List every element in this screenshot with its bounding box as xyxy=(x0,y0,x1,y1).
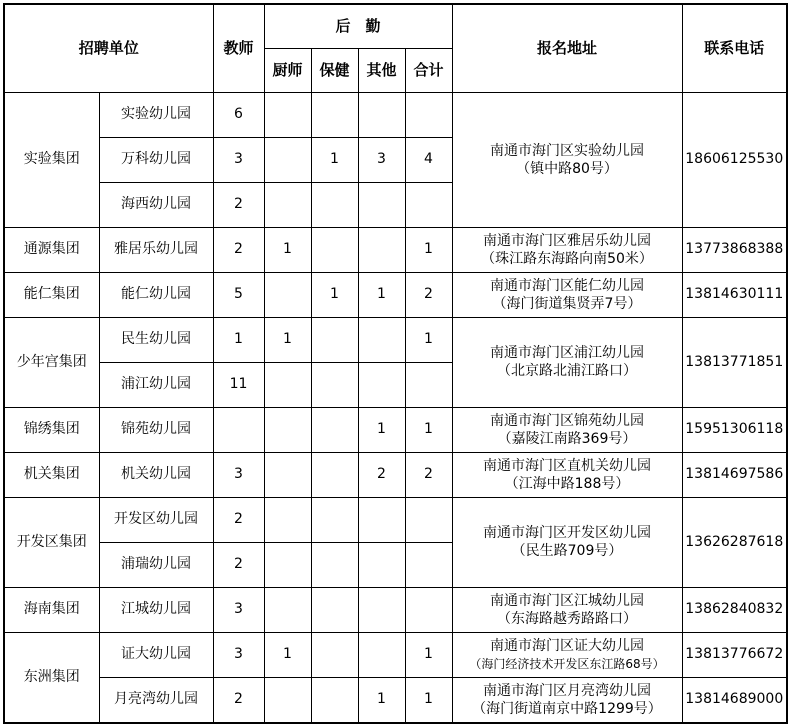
teacher-count: 3 xyxy=(213,587,264,632)
health-count xyxy=(311,677,358,723)
school-name: 证大幼儿园 xyxy=(99,632,213,677)
school-name: 机关幼儿园 xyxy=(99,452,213,497)
health-count: 1 xyxy=(311,137,358,182)
chef-count xyxy=(264,452,311,497)
table-row xyxy=(4,407,787,452)
health-count xyxy=(311,587,358,632)
school-name: 浦瑞幼儿园 xyxy=(99,542,213,587)
address-name: 南通市海门区开发区幼儿园 xyxy=(483,525,651,541)
other-count xyxy=(358,182,405,227)
table-row xyxy=(4,92,787,137)
health-count xyxy=(311,407,358,452)
other-count xyxy=(358,587,405,632)
address-name: 南通市海门区锦苑幼儿园 xyxy=(490,412,644,429)
other-count: 1 xyxy=(358,272,405,317)
total-count: 2 xyxy=(405,272,452,317)
school-name: 浦江幼儿园 xyxy=(99,362,213,407)
teacher-count: 3 xyxy=(213,137,264,182)
other-count: 3 xyxy=(358,137,405,182)
phone-cell: 18606125530 xyxy=(682,92,787,227)
teacher-count: 2 xyxy=(213,182,264,227)
other-count xyxy=(358,362,405,407)
health-count xyxy=(311,92,358,137)
teacher-count: 1 xyxy=(213,317,264,362)
table-body xyxy=(4,92,787,723)
chef-count xyxy=(264,362,311,407)
address-detail: （江海中路188号） xyxy=(504,475,630,492)
other-count xyxy=(358,317,405,362)
header-health: 保健 xyxy=(311,48,358,92)
table-row xyxy=(4,227,787,272)
address-detail: （海门经济技术开发区东江路68号） xyxy=(469,656,665,671)
chef-count xyxy=(264,542,311,587)
phone-cell: 15951306118 xyxy=(682,407,787,452)
address-detail: （东海路越秀路路口） xyxy=(497,610,637,627)
other-count: 2 xyxy=(358,452,405,497)
address-cell xyxy=(452,317,682,407)
address-detail: （北京路北浦江路口） xyxy=(497,363,637,379)
group-name: 机关集团 xyxy=(4,452,99,497)
health-count xyxy=(311,317,358,362)
header-other: 其他 xyxy=(358,48,405,92)
address-name: 南通市海门区雅居乐幼儿园 xyxy=(483,232,651,249)
total-count: 1 xyxy=(405,317,452,362)
group-name: 东洲集团 xyxy=(4,632,99,723)
phone-cell: 13814630111 xyxy=(682,272,787,317)
group-name: 少年宫集团 xyxy=(4,317,99,407)
other-count xyxy=(358,92,405,137)
phone-cell: 13814689000 xyxy=(682,677,787,723)
health-count xyxy=(311,227,358,272)
address-detail: （珠江路东海路向南50米） xyxy=(481,250,653,267)
health-count xyxy=(311,497,358,542)
school-name: 海西幼儿园 xyxy=(99,182,213,227)
table-row xyxy=(4,632,787,677)
school-name: 江城幼儿园 xyxy=(99,587,213,632)
teacher-count: 2 xyxy=(213,227,264,272)
chef-count xyxy=(264,587,311,632)
table-row xyxy=(4,497,787,542)
other-count: 1 xyxy=(358,407,405,452)
header-teacher: 教师 xyxy=(213,4,264,92)
group-name: 通源集团 xyxy=(4,227,99,272)
address-cell xyxy=(452,272,682,317)
address-cell xyxy=(452,92,682,227)
teacher-count xyxy=(213,407,264,452)
address-name: 南通市海门区浦江幼儿园 xyxy=(490,345,644,361)
total-count xyxy=(405,497,452,542)
chef-count xyxy=(264,407,311,452)
total-count xyxy=(405,182,452,227)
total-count xyxy=(405,542,452,587)
table-row xyxy=(4,317,787,362)
address-cell xyxy=(452,632,682,677)
address-cell xyxy=(452,497,682,587)
chef-count xyxy=(264,272,311,317)
address-detail: （嘉陵江南路369号） xyxy=(497,430,637,447)
address-detail: （海门街道集贤弄7号） xyxy=(492,295,642,312)
health-count xyxy=(311,542,358,587)
group-name: 开发区集团 xyxy=(4,497,99,587)
chef-count: 1 xyxy=(264,632,311,677)
school-name: 锦苑幼儿园 xyxy=(99,407,213,452)
health-count xyxy=(311,452,358,497)
address-name: 南通市海门区直机关幼儿园 xyxy=(483,457,651,474)
group-name: 锦绣集团 xyxy=(4,407,99,452)
phone-cell: 13626287618 xyxy=(682,497,787,587)
health-count: 1 xyxy=(311,272,358,317)
table-row xyxy=(4,452,787,497)
total-count xyxy=(405,92,452,137)
address-detail: （海门街道南京中路1299号） xyxy=(472,700,662,717)
address-detail: （民生路709号） xyxy=(511,543,623,559)
teacher-count: 2 xyxy=(213,542,264,587)
address-cell xyxy=(452,452,682,497)
health-count xyxy=(311,182,358,227)
group-name: 能仁集团 xyxy=(4,272,99,317)
other-count xyxy=(358,632,405,677)
address-cell xyxy=(452,677,682,723)
address-name: 南通市海门区江城幼儿园 xyxy=(490,592,644,609)
header-total: 合计 xyxy=(405,48,452,92)
phone-cell: 13814697586 xyxy=(682,452,787,497)
teacher-count: 2 xyxy=(213,677,264,723)
total-count: 4 xyxy=(405,137,452,182)
teacher-count: 3 xyxy=(213,632,264,677)
school-name: 月亮湾幼儿园 xyxy=(99,677,213,723)
school-name: 万科幼儿园 xyxy=(99,137,213,182)
chef-count: 1 xyxy=(264,227,311,272)
school-name: 民生幼儿园 xyxy=(99,317,213,362)
chef-count xyxy=(264,137,311,182)
recruitment-table xyxy=(3,3,788,724)
header-unit: 招聘单位 xyxy=(4,4,213,92)
address-cell xyxy=(452,227,682,272)
phone-cell: 13773868388 xyxy=(682,227,787,272)
total-count: 1 xyxy=(405,407,452,452)
address-name: 南通市海门区月亮湾幼儿园 xyxy=(483,682,651,699)
total-count xyxy=(405,587,452,632)
table-row xyxy=(4,587,787,632)
address-name: 南通市海门区能仁幼儿园 xyxy=(490,277,644,294)
phone-cell: 13813771851 xyxy=(682,317,787,407)
chef-count xyxy=(264,182,311,227)
group-name: 实验集团 xyxy=(4,92,99,227)
health-count xyxy=(311,632,358,677)
school-name: 雅居乐幼儿园 xyxy=(99,227,213,272)
phone-cell: 13862840832 xyxy=(682,587,787,632)
address-detail: （镇中路80号） xyxy=(516,160,618,177)
teacher-count: 5 xyxy=(213,272,264,317)
header-logistics: 后 勤 xyxy=(264,4,452,48)
school-name: 开发区幼儿园 xyxy=(99,497,213,542)
address-name: 南通市海门区实验幼儿园 xyxy=(490,142,644,159)
address-cell xyxy=(452,587,682,632)
table-row xyxy=(4,272,787,317)
header-phone: 联系电话 xyxy=(682,4,787,92)
address-name: 南通市海门区证大幼儿园 xyxy=(490,637,644,654)
teacher-count: 3 xyxy=(213,452,264,497)
total-count: 1 xyxy=(405,632,452,677)
teacher-count: 6 xyxy=(213,92,264,137)
address-cell xyxy=(452,407,682,452)
total-count: 2 xyxy=(405,452,452,497)
chef-count xyxy=(264,497,311,542)
chef-count: 1 xyxy=(264,317,311,362)
chef-count xyxy=(264,92,311,137)
phone-cell: 13813776672 xyxy=(682,632,787,677)
other-count: 1 xyxy=(358,677,405,723)
other-count xyxy=(358,497,405,542)
group-name: 海南集团 xyxy=(4,587,99,632)
table-row xyxy=(4,677,787,723)
teacher-count: 11 xyxy=(213,362,264,407)
header-address: 报名地址 xyxy=(452,4,682,92)
other-count xyxy=(358,227,405,272)
school-name: 能仁幼儿园 xyxy=(99,272,213,317)
chef-count xyxy=(264,677,311,723)
school-name: 实验幼儿园 xyxy=(99,92,213,137)
other-count xyxy=(358,542,405,587)
total-count: 1 xyxy=(405,677,452,723)
total-count xyxy=(405,362,452,407)
teacher-count: 2 xyxy=(213,497,264,542)
health-count xyxy=(311,362,358,407)
header-chef: 厨师 xyxy=(264,48,311,92)
total-count: 1 xyxy=(405,227,452,272)
